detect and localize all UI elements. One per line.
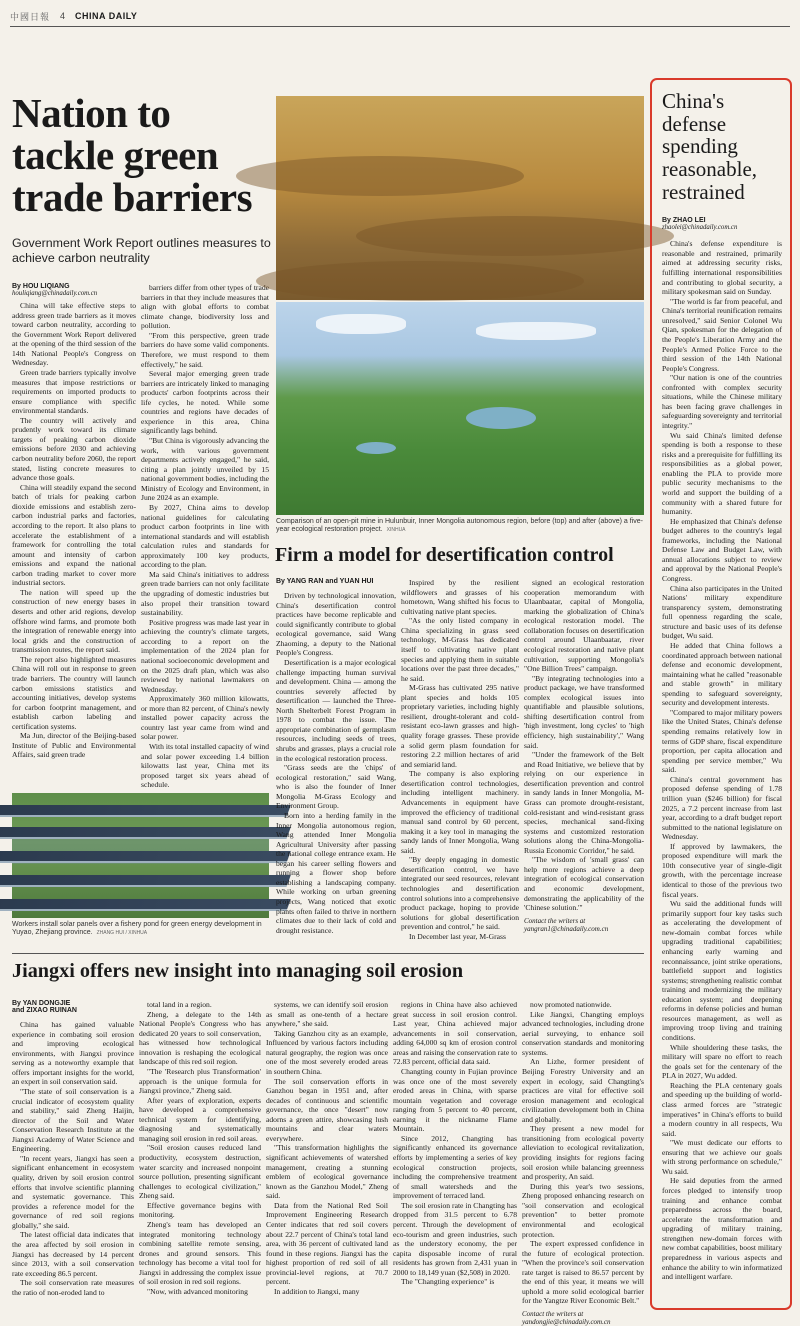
body-paragraph: Wu said the additional funds will primarily support four key tasks such as accelerating the development of new-domain combat forces while upgrading traditional capabilities; enhancing early warning and reconnaissance, joint strike operations, battlefield support and logistics systems; strengthening realistic combat training and modernizing the military education system; and deepening reforms in defense policies and human resources management, as well as improving troop living and training conditions.: [662, 899, 782, 1043]
body-paragraph: Taking Ganzhou city as an example, Influenced by various factors including natural geography, the region was once one of the most severely eroded areas in southern China.: [266, 1028, 388, 1076]
body-paragraph: "Soil erosion causes reduced land productivity, ecosystem destruction, water scarcity and increased nonpoint source pollution, presenting significant challenges to ecological civilization," Zheng said.: [139, 1143, 261, 1201]
masthead-brand: CHINA DAILY: [75, 11, 138, 21]
body-paragraph: China will take effective steps to address green trade barriers as it moves toward carbon neutrality, according to the Government Work Report delivered at the opening of the third session of the 14th National People's Congress on Wednesday.: [12, 301, 136, 368]
masthead: [10, 6, 790, 27]
body-paragraph: The country will actively and prudently work toward its climate targets of peaking carbon dioxide emissions before 2030 and achieving carbon neutrality before 2060, the report stated, listing concrete measures to advance those goals.: [12, 415, 136, 483]
body-paragraph: Born into a herding family in the Inner Mongolia autonomous region, Wang attended Inner Mongolia Agricultural University after passing the national college entrance exam. He began his career selling flowers and running a flower shop before establishing a landscaping company. While working on urban greening projects, Wang noticed that exotic plants often failed to thrive in northern climates due to their lack of cold and drought resistance.: [276, 810, 396, 935]
story2-byline: By YANG RAN and YUAN HUI: [276, 578, 374, 585]
story3-headline: Jiangxi offers new insight into managing soil erosion: [12, 960, 464, 982]
body-paragraph: In December last year, M-Grass: [409, 931, 506, 941]
story3-contact: Contact the writers at yandongjie@chinadaily.com.cn: [522, 1310, 611, 1326]
solar-photo-caption: [12, 921, 269, 938]
body-paragraph: An Lizhe, former president of Beijing Forestry University and an expert in ecology, said Changting's practices are vital for effective soil erosion management and ecological civilization development both in China and globally.: [522, 1057, 644, 1124]
body-paragraph: "The 'Research plus Transformation' approach is the unique formula for Jiangxi province," Zheng said.: [139, 1066, 261, 1096]
body-paragraph: "Our nation is one of the countries confronted with complex security situations, while the Chinese military has been facing grave challenges in safeguarding sovereignty and territorial integrity.": [662, 373, 782, 431]
story1-byline: By HOU LIQIANG: [12, 283, 70, 290]
body-paragraph: China's central government has proposed defense spending of 1.78 trillion yuan ($246 billion) for fiscal 2025, a 7.2 percent increase from last year, according to a draft budget report submitted to the national legislature on Wednesday.: [662, 774, 782, 842]
body-paragraph: He emphasized that China's defense budget adheres to the country's legal frameworks, including the National Defense Law and Budget Law, with annual allocations subject to review and approval by the National People's Congress.: [662, 516, 782, 584]
story3-byline-1: By YAN DONGJIE: [12, 1000, 71, 1007]
body-paragraph: "Grass seeds are the 'chips' of ecological restoration," said Wang, who is also the founder of Inner Mongolia M-Grass Ecology and Environment Group.: [276, 763, 396, 811]
body-paragraph: The expert expressed confidence in the future of ecological protection. "When the province's soil conservation rate target is raised to 86.57 percent by the end of this year, it means we will uphold a more solid ecological barrier for the Yangtze River Economic Belt.": [522, 1239, 644, 1306]
story3-column-5: [522, 1000, 644, 1326]
story2-col1-text: [276, 591, 396, 935]
body-paragraph: "As the only listed company in China specializing in grass seed technology, M-Grass has dedicated itself to cultivating native plant species and applying them in suitable locations over the past three decades," he said.: [401, 616, 519, 683]
caption-text: Comparison of an open-pit mine in Hulunbuir, Inner Mongolia autonomous region, before (top) and after (above) a five-year ecological restoration project.: [276, 518, 643, 534]
body-paragraph: In addition to Jiangxi, many: [274, 1286, 360, 1296]
cloud: [476, 322, 596, 340]
story2-col3-text: [524, 578, 644, 913]
body-paragraph: He added that China follows a coordinated approach between national defense and economic development, maintaining what he called "reasonable and stable growth" in military spending to safeguard sovereignty, security and development interests.: [662, 640, 782, 708]
section-divider: [12, 953, 644, 954]
story1-col2-text: [141, 283, 269, 790]
body-paragraph: Inspired by the resilient wildflowers and grasses of his hometown, Wang shifted his focus to cultivating native plant species.: [401, 578, 519, 616]
body-paragraph: M-Grass has cultivated 295 native plant species and holds 105 proprietary varieties, including highly resilient, drought-tolerant and cold-resistant eco-lawn grasses and high-quality forage grasses. These provide a solid germ plasm foundation for restoring 2.2 million hectares of arid and semiarid land.: [401, 683, 519, 769]
mine-before-photo: [276, 96, 644, 300]
story3-column-3: [266, 1000, 388, 1312]
body-paragraph: "The state of soil conservation is a crucial indicator of ecosystem quality and stability," said Zheng Haijin, director of the Soil and Water Conservation Research Institute at the Jiangxi Academy of Water Science and Engineering.: [12, 1086, 134, 1154]
body-paragraph: The soil erosion rate in Changting has dropped from 31.5 percent to 6.78 percent. Through the development of eco-tourism and green industries, such as the understory economy, the per capita disposable income of rural residents has grown from 2,431 yuan in 2000 to 18,149 yuan ($2,508) in 2020.: [393, 1200, 517, 1277]
body-paragraph: The company is also exploring desertification control technologies, including intelligent machinery. Advancements in equipment have improved the efficiency of traditional manual sand control by 60 percent, making it a key tool in managing the sandy lands of Inner Mongolia, Wang said.: [401, 769, 519, 855]
body-paragraph: Driven by technological innovation, China's desertification control practices have become replicable and could significantly contribute to global ecological governance, said Wang Zhaoming, a deputy to the National People's Congress.: [276, 591, 396, 658]
story3-byline-2: and ZIXAO RUINAN: [12, 1007, 77, 1014]
body-paragraph: China has gained valuable experience in combating soil erosion and improving ecological environments, with Jiangxi province serving as a noteworthy example that offers important insights for the world, an expert in soil conservation said.: [12, 1020, 134, 1087]
sidebar-body: [662, 239, 782, 1281]
story3-col2-text: [139, 1000, 261, 1296]
sidebar-headline: China's defense spending reasonable, restrained: [662, 89, 758, 204]
body-paragraph: Ma said China's initiatives to address green trade barriers can not only facilitate the upgrading of domestic industries but also propel their transition toward sustainability.: [141, 569, 269, 618]
story1-headline: Nation to tackle green trade barriers: [12, 90, 253, 221]
story1-column-1: [12, 283, 136, 791]
story2-column-2: [401, 578, 519, 946]
body-paragraph: China also participates in the United Nations' military expenditure transparency system, demonstrating full openness regarding the scale, structure and basic uses of its defense budget, Wu said.: [662, 583, 782, 641]
story3-col1-text: [12, 1020, 134, 1297]
story2-headline: Firm a model for desertification control: [275, 544, 614, 566]
body-paragraph: Reaching the PLA centenary goals and speeding up the building of world-class armed forces are "strategic imperatives" in China's efforts to build a modern country in all respects, Wu said.: [662, 1080, 782, 1138]
story3-col5-text: [522, 1000, 644, 1306]
body-paragraph: After years of exploration, experts have developed a comprehensive technical system for identifying, diagnosing and systematically managing soil erosion in red soil areas.: [139, 1095, 261, 1143]
body-paragraph: With its total installed capacity of wind and solar power exceeding 1.4 billion kilowatts last year, China met its proposed target six years ahead of schedule.: [141, 742, 269, 790]
solar-row: [0, 827, 291, 837]
story3-col3-text: [266, 1000, 388, 1296]
sidebar-email: zhaolei@chinadaily.com.cn: [662, 224, 738, 232]
body-paragraph: The report also highlighted measures China will roll out in response to green trade barriers. The country will launch carbon emissions statistics and accounting initiatives, develop systems for carbon footprint management, and establish carbon labeling and certification systems.: [12, 654, 136, 731]
body-paragraph: "By integrating technologies into a product package, we have transformed complex ecological issues into quantifiable and plausible solutions, shifting desertification control from 'high investment, long cycles' to 'high efficiency, high sustainability'," Wang said.: [524, 673, 644, 750]
mine-after-photo: [276, 302, 644, 515]
body-paragraph: If approved by lawmakers, the proposed expenditure will mark the 10th consecutive year of single-digit growth, with the percentage increase identical to those of the previous two fiscal years.: [662, 841, 782, 899]
body-paragraph: By 2027, China aims to develop national guidelines for calculating product carbon footprints in line with international standards and will establish calculation rules and standards for approximately 100 key products, according to the plan.: [141, 502, 269, 570]
body-paragraph: The "Changting experience" is: [401, 1277, 495, 1287]
body-paragraph: now promoted nationwide.: [530, 1000, 612, 1009]
body-paragraph: Like Jiangxi, Changting employs advanced technologies, including drone aerial surveying, to enhance soil conservation standards and monitoring systems.: [522, 1009, 644, 1057]
story3-column-1: [12, 1000, 134, 1312]
story1-column-2: [141, 283, 269, 791]
sidebar-story: [650, 78, 792, 1310]
story1-col1-text: [12, 301, 136, 760]
terrain-ridge: [236, 156, 524, 196]
solar-panel-photo: [12, 793, 269, 918]
body-paragraph: Data from the National Red Soil Improvement Engineering Research Center indicates that red soil covers about 22.7 percent of China's total land area, with 36 percent of cultivated land found in these regions. Jiangxi has the highest proportion of red soil of all provincial-level regions, at 70.7 percent.: [266, 1200, 388, 1287]
masthead-cn-logo: 中國日報: [10, 11, 51, 22]
body-paragraph: The latest official data indicates that the area affected by soil erosion in Jiangxi has decreased by 14 percent since 2013, with a soil conservation rate exceeding 86.5 percent.: [12, 1230, 134, 1278]
body-paragraph: "The wisdom of 'small grass' can help more regions achieve a deep integration of ecological conservation and economic development, demonstrating the applicability of the 'Chinese solution.'": [524, 855, 644, 913]
body-paragraph: Ma Jun, director of the Beijing-based Institute of Public and Environmental Affairs, said green trade: [12, 731, 136, 760]
story3-col4-text: [393, 1000, 517, 1287]
body-paragraph: systems, we can identify soil erosion as small as one-tenth of a hectare anywhere," she said.: [266, 1000, 388, 1029]
body-paragraph: The nation will speed up the construction of new energy bases in deserts and other arid regions, develop offshore wind farms, and promote both the integration of renewable energy into local grids and the construction of transmission routes, the report said.: [12, 587, 136, 655]
body-paragraph: "We must dedicate our efforts to ensuring that we achieve our goals with strong performance on schedule," Wu said.: [662, 1138, 782, 1176]
body-paragraph: barriers differ from other types of trade barriers in that they include measures that align with global efforts to combat climate change, biodiversity loss and pollution.: [141, 283, 269, 331]
sidebar-byline: By ZHAO LEI: [662, 217, 706, 225]
body-paragraph: Zheng, a delegate to the 14th National People's Congress who has dedicated 20 years to soil conservation, has witnessed how technological innovation is reshaping the ecological landscape of this red soil region.: [139, 1009, 261, 1067]
cloud: [316, 314, 406, 334]
solar-row: [0, 899, 291, 909]
terrain-ridge: [356, 216, 674, 256]
body-paragraph: Positive progress was made last year in achieving the country's climate targets, according to a report on the implementation of the 2024 plan for national socioeconomic development and on the 2025 draft plan, which was also reviewed by national lawmakers on Wednesday.: [141, 617, 269, 694]
body-paragraph: Since 2012, Changting has significantly enhanced its governance efforts by implementing a series of key ecological construction projects, including the comprehensive treatment of small watersheds and the improvement of terraced land.: [393, 1133, 517, 1201]
body-paragraph: "Under the framework of the Belt and Road Initiative, we believe that by relying on our experience in desertification prevention and control in sandy lands in Inner Mongolia, M-Grass can promote drought-resistant, cold-resistant and wind-resistant grass species, mechanical sand-fixing systems and customized restoration solutions along the China-Mongolia-Russia Economic Corridor," he said.: [524, 750, 644, 855]
body-paragraph: Changting county in Fujian province was once one of the most severely eroded areas in China, with sparse mountain vegetation and coverage ranging from 5 percent to 40 percent, earning it the nickname Flame Mountain.: [393, 1066, 517, 1134]
body-paragraph: Approximately 360 million kilowatts, or more than 82 percent, of China's newly installed power capacity across the country last year came from wind and solar power.: [141, 694, 269, 742]
body-paragraph: The soil conservation efforts in Ganzhou began in 1951 and, after decades of continuous and scientific governance, the once "desert" now adorns a green attire, showcasing lush mountains and clear waters everywhere.: [266, 1076, 388, 1143]
story2-col2-text: [401, 578, 519, 941]
body-paragraph: China will steadily expand the second batch of trials for peaking carbon dioxide emissions and establish zero-carbon industrial parks and factories, according to the report. It also plans to accelerate the establishment of a framework for controlling the total amount and intensity of carbon emissions and expand the national carbon trading market to cover more industrial sectors.: [12, 482, 136, 588]
story2-contact: Contact the writers at yangran1@chinadaily.com.cn: [524, 916, 609, 933]
page-number: 4: [60, 11, 66, 21]
photo-credit: ZHANG HUI / XINHUA: [96, 930, 148, 937]
body-paragraph: The soil conservation rate measures the ratio of non-eroded land to: [12, 1278, 134, 1297]
body-paragraph: They present a new model for transitioning from ecological poverty alleviation to ecological revitalization, providing insights for regions facing soil erosion while balancing greenness and prosperity, An said.: [522, 1124, 644, 1182]
pond: [466, 407, 536, 429]
story1-deck: Government Work Report outlines measures to achieve carbon neutrality: [12, 236, 271, 265]
solar-row: [0, 851, 291, 861]
body-paragraph: He said deputies from the armed forces pledged to intensify troop training and enhance combat preparedness across the board, accelerate the transformation and upgrading of military training, strengthen new-domain forces with new combat capabilities, boost military preparedness in various aspects and enhance the ability to win informatized and intelligent warfare.: [662, 1176, 782, 1282]
body-paragraph: regions in China have also achieved great success in soil erosion control. Last year, China achieved major advancements in soil conservation, adding 64,000 sq km of erosion control areas and raising the conservation rate to 72.83 percent, official data said.: [393, 1000, 517, 1067]
body-paragraph: Several major emerging green trade barriers are intricately linked to managing products' carbon footprints across their life cycles, he noted. While some countries and regions have decades of experience in this area, China significantly lags behind.: [141, 369, 269, 436]
mine-photo-caption: [276, 518, 644, 535]
body-paragraph: total land in a region.: [147, 1000, 212, 1009]
body-paragraph: "In recent years, Jiangxi has seen a significant enhancement in ecosystem quality, driven by soil erosion control efforts that involve scientific planning and systematic governance. This provides a reference model for the governance of red soil regions globally," she said.: [12, 1153, 134, 1230]
body-paragraph: "But China is vigorously advancing the work, with various government departments actively engaged," he said, citing a plan jointly unveiled by 15 national government bodies, including the Ministry of Ecology and Environment, in June 2024 as an example.: [141, 436, 270, 503]
body-paragraph: "This transformation highlights the significant achievements of watershed management, creating a stunning emblem of ecological governance known as the Ganzhou Model," Zheng said.: [266, 1143, 388, 1201]
body-paragraph: "From this perspective, green trade barriers do have some valid components. Therefore, we must respond to them effectively," he said.: [141, 330, 269, 369]
story3-column-2: [139, 1000, 261, 1312]
body-paragraph: "The world is far from peaceful, and China's territorial reunification remains unresolved," said Senior Colonel Wu Qian, spokesman for the delegation of the People's Liberation Army and the People's Armed Police Force to the third session of the 14th National People's Congress.: [662, 296, 782, 373]
body-paragraph: Green trade barriers typically involve measures that impose restrictions or requirements on imported products to ensure compliance with specific environmental standards.: [12, 367, 136, 416]
body-paragraph: Effective governance begins with monitoring.: [139, 1200, 261, 1220]
body-paragraph: China's defense expenditure is reasonable and restrained, primarily aimed at addressing security risks, fulfilling international responsibilities and contributing to global security, a military spokesman said on Sunday.: [662, 239, 782, 297]
pond: [356, 442, 396, 454]
story1-email: houliqiang@chinadaily.com.cn: [12, 290, 98, 297]
story3-column-4: [393, 1000, 517, 1312]
body-paragraph: Zheng's team has developed an integrated monitoring technology combining satellite remote sensing, drones and ground sensors. This technology has become a vital tool for Jiangxi in addressing the complex issue of soil erosion in red soil regions.: [139, 1219, 261, 1287]
body-paragraph: "Compared to major military powers like the United States, China's defense spending remains relatively low in terms of GDP share, fiscal expenditure proportion, per capita allocation and spending per service member," Wu said.: [662, 707, 782, 775]
body-paragraph: "Now, with advanced monitoring: [147, 1286, 248, 1296]
photo-credit: XINHUA: [386, 527, 406, 534]
body-paragraph: signed an ecological restoration cooperation memorandum with Ulaanbaatar, capital of Mongolia, marking the globalization of China's ecological restoration model. The collaboration focuses on desertification control around Ulaanbaatar, river ecological restoration and native plant cultivation, supporting Mongolia's "One Billion Trees" campaign.: [524, 578, 644, 674]
story2-column-1: [276, 578, 396, 946]
body-paragraph: While shouldering these tasks, the military will spare no effort to reach the goals set for the centenary of the PLA in 2027, Wu added.: [662, 1042, 782, 1081]
body-paragraph: Wu said China's limited defense spending is both a response to these risks and a prerequisite for fulfilling its responsibilities as a global power, enabling the PLA to provide more public security mechanisms to the world and support the building of a community with a shared future for humanity.: [662, 430, 782, 517]
body-paragraph: During this year's two sessions, Zheng proposed enhancing research on "soil conservation and ecological prevention" to better promote environmental and ecological protection.: [522, 1181, 644, 1239]
solar-row: [0, 805, 291, 815]
body-paragraph: Desertification is a major ecological challenge impacting human survival and development. China — among the countries severely affected by desertification — launched the Three-North Shelterbelt Forest Program in 1978 to combat the issue. The appropriate combination of germplasm resources, including seeds of trees, shrubs and grasses, plays a crucial role in the ecological restoration process.: [276, 657, 396, 763]
solar-row: [0, 875, 291, 885]
terrain-ridge: [256, 261, 584, 301]
body-paragraph: "By deeply engaging in domestic desertification control, we have integrated our seed resources, relevant technologies and desertification control solutions into a comprehensive product package, hoping to provide solutions for global desertification prevention and control," he said.: [401, 855, 519, 932]
caption-text: Workers install solar panels over a fishery pond for green energy development in Yuyao, Zhejiang province.: [12, 921, 262, 937]
story2-column-3: [524, 578, 644, 946]
